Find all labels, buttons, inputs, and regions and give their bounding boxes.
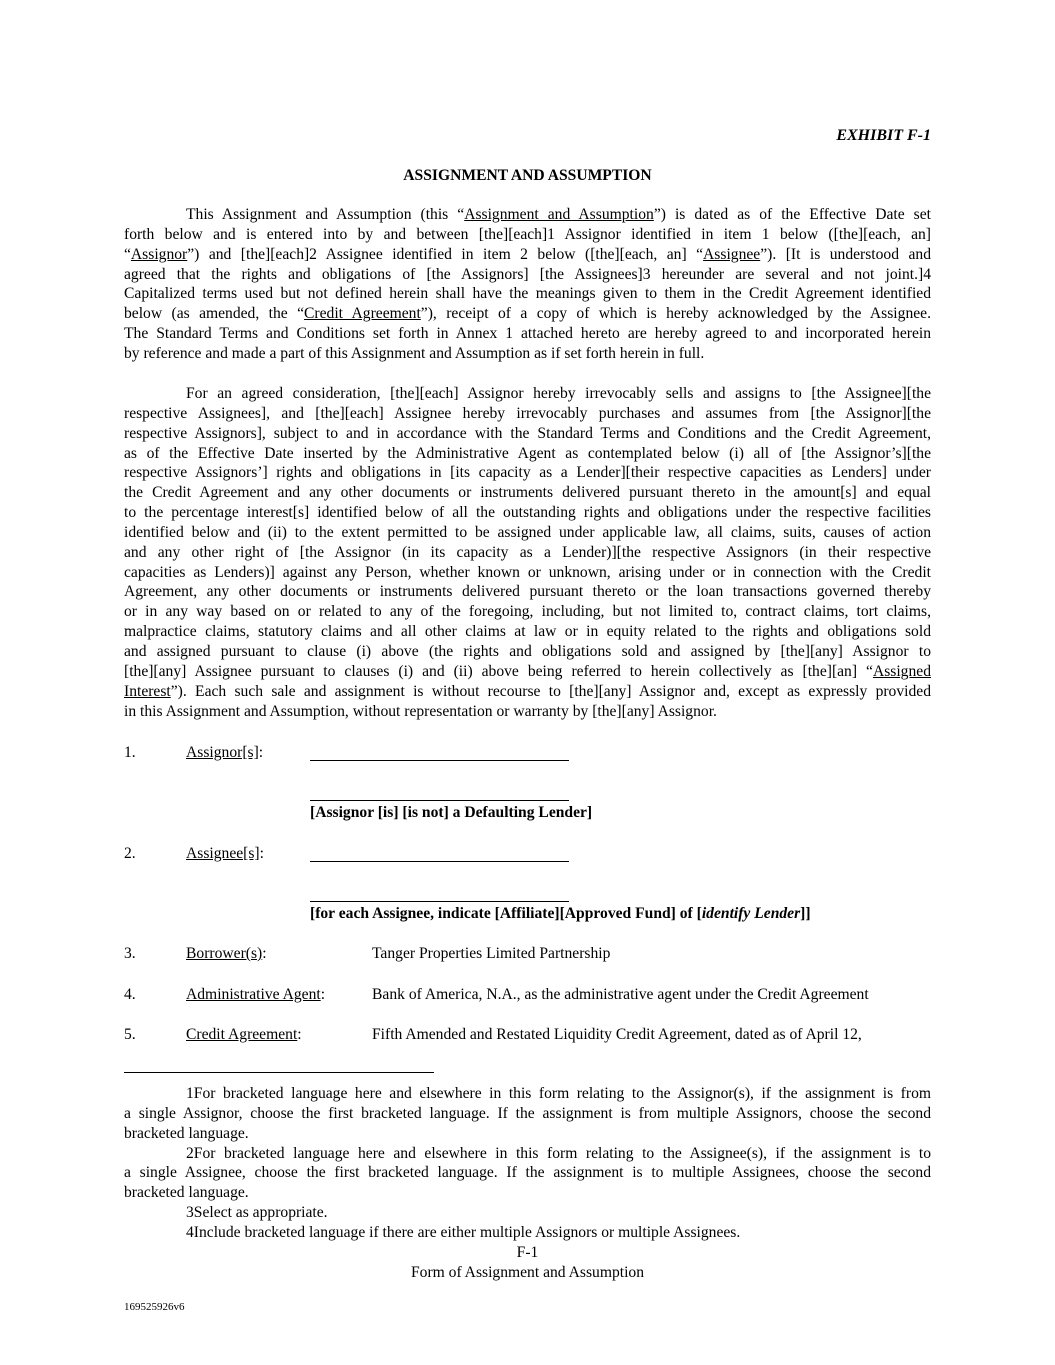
consideration-line: malpractice claims, statutory claims and all other claims at law or in equity related to the rights and obligations sold bbox=[124, 623, 931, 641]
intro-line: agreed that the rights and obligations of [the Assignors] [the Assignees]3 hereunder are several and not joint.]4 bbox=[124, 265, 931, 283]
intro-line: The Standard Terms and Conditions set forth in Annex 1 attached hereto are hereby agreed to and incorporated herein bbox=[124, 325, 931, 343]
item-number: 1. bbox=[124, 744, 136, 761]
consideration-line: the Credit Agreement and any other documents or instruments delivered pursuant thereto in the amount[s] and equal bbox=[124, 484, 931, 502]
assignor-blank-line bbox=[310, 760, 569, 761]
item-label: Assignor[s]: bbox=[186, 744, 264, 761]
consideration-line: [the][any] Assignee pursuant to clauses (i) and (ii) above being referred to herein collectively as [the][an] “Assigned bbox=[124, 662, 931, 680]
consideration-paragraph bbox=[124, 384, 931, 721]
consideration-line: and assigned pursuant to clause (i) above (the rights and obligations sold and assigned by [the][any] Assignor to bbox=[124, 642, 931, 660]
assignee-blank-line bbox=[310, 861, 569, 862]
intro-line: Capitalized terms used but not defined herein shall have the meanings given to them in the Credit Agreement identified bbox=[124, 285, 931, 303]
intro-line: This Assignment and Assumption (this “Assignment and Assumption”) is dated as of the Effective Date set bbox=[186, 206, 931, 223]
assignee-blank-line-2 bbox=[310, 901, 569, 902]
consideration-line: or in any way based on or related to any of the foregoing, including, but not limited to, contract claims, tort claims, bbox=[124, 603, 931, 621]
borrower-value: Tanger Properties Limited Partnership bbox=[372, 945, 611, 962]
exhibit-label: EXHIBIT F-1 bbox=[836, 127, 931, 144]
footnote-1-cont: a single Assignor, choose the first bracketed language. If the assignment is from multiple Assignors, choose the second bbox=[124, 1104, 931, 1122]
footnotes bbox=[124, 1084, 931, 1243]
document-title: ASSIGNMENT AND ASSUMPTION bbox=[403, 167, 652, 184]
footnote-1-cont: bracketed language. bbox=[124, 1124, 249, 1142]
item-label: Credit Agreement: bbox=[186, 1026, 302, 1043]
footnote-2-cont: a single Assignee, choose the first bracketed language. If the assignment is to multiple Assignees, choose the second bbox=[124, 1164, 931, 1182]
item-number: 2. bbox=[124, 845, 136, 862]
item-number: 5. bbox=[124, 1026, 136, 1043]
consideration-line: in this Assignment and Assumption, without representation or warranty by [the][any] Assignor. bbox=[124, 702, 717, 720]
consideration-line: Interest”). Each such sale and assignment is without recourse to [the][any] Assignor and, except as expressly provided bbox=[124, 682, 931, 700]
affiliate-note: [for each Assignee, indicate [Affiliate][Approved Fund] of [identify Lender]] bbox=[310, 905, 811, 922]
page-number: F-1 bbox=[516, 1244, 539, 1261]
item-label: Borrower(s): bbox=[186, 945, 267, 962]
item-borrower bbox=[124, 944, 931, 964]
item-administrative-agent bbox=[124, 985, 931, 1005]
assignor-blank-line-2 bbox=[310, 800, 569, 801]
intro-line: “Assignor”) and [the][each]2 Assignee identified in item 2 below ([the][each, an] “Assignee”). [It is understood and bbox=[124, 245, 931, 263]
footnote-2-cont: bracketed language. bbox=[124, 1184, 249, 1202]
item-label: Administrative Agent: bbox=[186, 986, 326, 1003]
consideration-line: to the percentage interest[s] identified below of all the outstanding rights and obligations under the respective facilities bbox=[124, 504, 931, 522]
consideration-line: respective Assignors], subject to and in accordance with the Standard Terms and Conditions and the Credit Agreement, bbox=[124, 424, 931, 442]
consideration-line: respective Assignors’] rights and obligations in [its capacity as a Lender][their respective capacities as Lenders] under bbox=[124, 464, 931, 482]
administrative-agent-value: Bank of America, N.A., as the administrative agent under the Credit Agreement bbox=[372, 986, 869, 1003]
consideration-line: For an agreed consideration, [the][each] Assignor hereby irrevocably sells and assigns to [the Assignee][the bbox=[186, 385, 931, 402]
defaulting-lender-note: [Assignor [is] [is not] a Defaulting Lender] bbox=[310, 804, 593, 821]
consideration-line: respective Assignees], and [the][each] Assignee hereby irrevocably purchases and assumes from [the Assignor][the bbox=[124, 404, 931, 422]
consideration-line: identified below and (ii) to the extent permitted to be assigned under applicable law, all claims, suits, causes of action bbox=[124, 523, 931, 541]
footnote-divider bbox=[124, 1072, 434, 1073]
intro-paragraph bbox=[124, 205, 931, 364]
footnote-1: 1For bracketed language here and elsewhere in this form relating to the Assignor(s), if the assignment is from bbox=[186, 1085, 931, 1102]
document-id: 169525926v6 bbox=[124, 1301, 185, 1313]
footnote-4: 4Include bracketed language if there are either multiple Assignors or multiple Assignees. bbox=[186, 1223, 741, 1241]
form-title-footer: Form of Assignment and Assumption bbox=[410, 1264, 645, 1281]
consideration-line: capacities as Lenders)] against any Person, whether known or unknown, arising under or in connection with the Credit bbox=[124, 563, 931, 581]
credit-agreement-value: Fifth Amended and Restated Liquidity Credit Agreement, dated as of April 12, bbox=[372, 1026, 862, 1043]
consideration-line: Agreement, any other documents or instruments delivered pursuant thereto or the loan transactions governed thereby bbox=[124, 583, 931, 601]
document-page bbox=[124, 0, 931, 1365]
item-credit-agreement bbox=[124, 1025, 931, 1045]
item-label: Assignee[s]: bbox=[186, 845, 264, 862]
item-number: 3. bbox=[124, 945, 136, 962]
intro-line: by reference and made a part of this Assignment and Assumption as if set forth herein in full. bbox=[124, 344, 705, 362]
footnote-3: 3Select as appropriate. bbox=[186, 1204, 328, 1222]
item-number: 4. bbox=[124, 986, 136, 1003]
intro-line: below (as amended, the “Credit Agreement”), receipt of a copy of which is hereby acknowledged by the Assignee. bbox=[124, 305, 931, 323]
consideration-line: as of the Effective Date inserted by the Administrative Agent as contemplated below (i) all of [the Assignor’s][the bbox=[124, 444, 931, 462]
consideration-line: and any other right of [the Assignor (in its capacity as a Lender)][the respective Assignors (in their respective bbox=[124, 543, 931, 561]
footnote-2: 2For bracketed language here and elsewhere in this form relating to the Assignee(s), if the assignment is to bbox=[186, 1144, 931, 1162]
intro-line: forth below and is entered into by and between [the][each]1 Assignor identified in item 1 below ([the][each, an] bbox=[124, 225, 931, 243]
